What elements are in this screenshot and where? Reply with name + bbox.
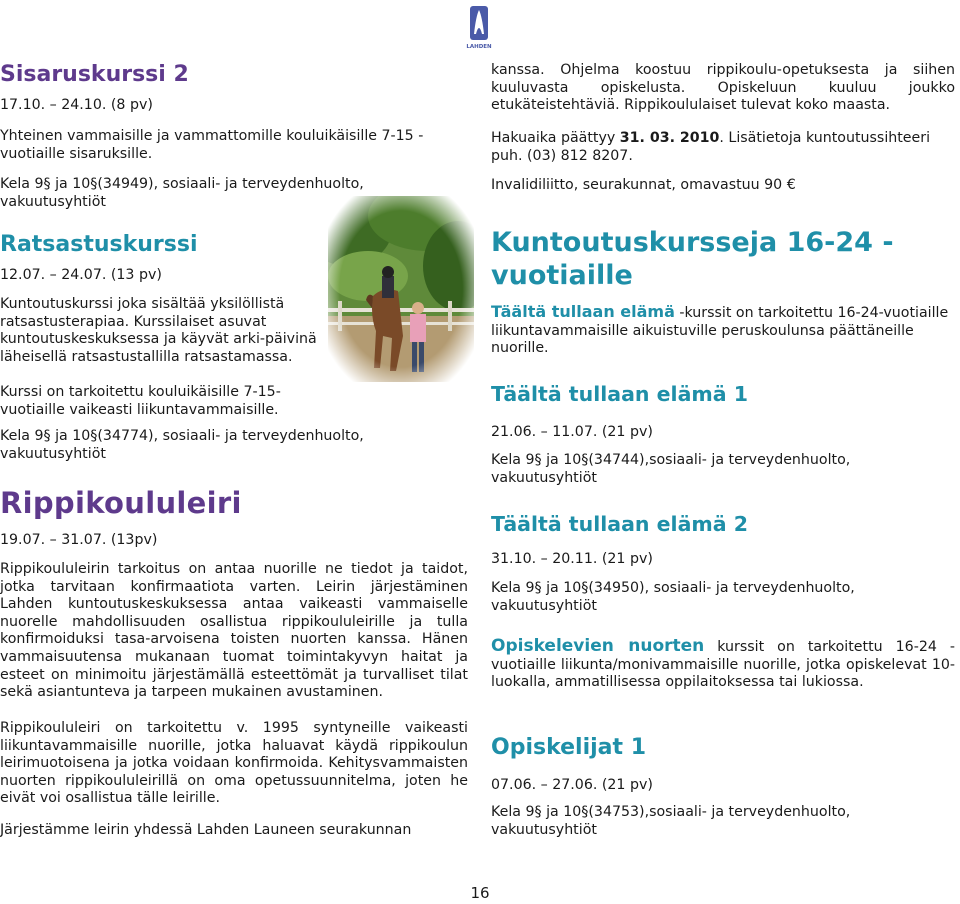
opiskelijat-title: Opiskelijat 1 <box>491 735 646 760</box>
lahden-logo-icon <box>466 4 492 50</box>
tte2-kela: Kela 9§ ja 10§(34950), sosiaali- ja terveydenhuolto, vakuutusyhtiöt <box>491 580 855 614</box>
logo-text: LAHDEN <box>466 44 492 50</box>
hakuaika-date: 31. 03. 2010 <box>619 130 720 146</box>
rippi-continuation: kanssa. Ohjelma koostuu rippikoulu-opetuksesta ja siihen kuuluvasta opiskelusta. Opiskeluun kuuluu joukko etukäteistehtäviä. Rippikoululaiset tulevat koko maasta. <box>491 62 955 114</box>
kuntoutus-title: Kuntoutuskursseja 16-24 -vuotiaille <box>491 227 894 291</box>
ratsastus-title: Ratsastuskurssi <box>0 232 198 257</box>
tte2-title: Täältä tullaan elämä 2 <box>491 512 749 536</box>
tte1-kela: Kela 9§ ja 10§(34744),sosiaali- ja terveydenhuolto, vakuutusyhtiöt <box>491 452 851 486</box>
opiskelevien-desc-text: kurssit on tarkoitettu 16-24 -vuotiaille liikunta/monivammaisille nuorille, jotka opiskelevat 10-luokalla, ammatillisessa oppilaitoksessa tai lukiossa. <box>491 639 955 691</box>
horse-riding-photo <box>328 196 474 382</box>
kuntoutus-lead: Täältä tullaan elämä <box>491 302 675 321</box>
ratsastus-dates: 12.07. – 24.07. (13 pv) <box>0 267 162 283</box>
rippi-dates: 19.07. – 31.07. (13pv) <box>0 532 158 548</box>
opiskelevien-desc <box>491 638 955 692</box>
sisaruskurssi-title: Sisaruskurssi 2 <box>0 62 189 87</box>
opiskelijat-kela: Kela 9§ ja 10§(34753),sosiaali- ja terveydenhuolto, vakuutusyhtiöt <box>491 804 851 838</box>
ratsastus-target: Kurssi on tarkoitettu kouluikäisille 7-15-vuotiaille vaikeasti liikuntavammaisille. <box>0 384 281 418</box>
sisaruskurssi-kela: Kela 9§ ja 10§(34949), sosiaali- ja terveydenhuolto, vakuutusyhtiöt <box>0 176 364 210</box>
opiskelevien-lead: Opiskelevien nuorten <box>491 636 705 656</box>
sisaruskurssi-desc: Yhteinen vammaisille ja vammattomille kouluikäisille 7-15 -vuotiaille sisaruksille. <box>0 128 424 162</box>
hakuaika-prefix: Hakuaika päättyy <box>491 130 620 146</box>
page-number: 16 <box>470 884 490 902</box>
opiskelijat-dates: 07.06. – 27.06. (21 pv) <box>491 777 653 793</box>
rippi-title: Rippikoululeiri <box>0 486 242 520</box>
ratsastus-kela: Kela 9§ ja 10§(34774), sosiaali- ja terveydenhuolto, vakuutusyhtiöt <box>0 428 364 462</box>
ratsastus-desc: Kuntoutuskurssi joka sisältää yksilöllistä ratsastusterapiaa. Kurssilaiset asuvat kuntoutuskeskuksessa ja käyvät arki-päivinä läheisellä ratsastustallilla ratsastamassa. <box>0 296 317 365</box>
invalidiliitto-text: Invalidiliitto, seurakunnat, omavastuu 90 € <box>491 177 796 193</box>
kuntoutus-desc <box>491 303 957 358</box>
tte2-dates: 31.10. – 20.11. (21 pv) <box>491 551 653 567</box>
sisaruskurssi-dates: 17.10. – 24.10. (8 pv) <box>0 97 153 113</box>
rippi-para3: Järjestämme leirin yhdessä Lahden Launeen seurakunnan <box>0 822 412 838</box>
tte1-dates: 21.06. – 11.07. (21 pv) <box>491 424 653 440</box>
hakuaika-text <box>491 130 957 165</box>
rippi-para1: Rippikoululeirin tarkoitus on antaa nuorille ne tiedot ja taidot, jotka tarvitaan konfirmaatiota varten. Leirin järjestäminen Lahden kuntoutuskeskuksessa antaa vaikeasti vammaiselle nuorelle mahdollisuuden osallistua rippikoululeirille ja tulla konfirmoiduksi tasa-arvoisena toisten nuorten kanssa. Hänen vammaisuutensa mukanaan tuomat toimintakyvyn haitat ja esteet on minimoitu järjestämällä esteettömät ja turvalliset tilat sekä asiantunteva ja tarpeen mukainen avustaminen. <box>0 561 468 701</box>
rippi-para2: Rippikoululeiri on tarkoitettu v. 1995 syntyneille vaikeasti liikuntavammaisille nuorille, jotka haluavat käydä rippikoulun leirimuotoisena ja jotka voidaan konfirmoida. Kehitysvammaisten nuorten rippikoululeirillä on oma opetussuunnitelma, joten he eivät voi osallistua tälle leirille. <box>0 720 468 807</box>
kuntoutus-desc-text: -kurssit on tarkoitettu 16-24-vuotiaille liikuntavammaisille aikuistuville peruskoulunsa päättäneille nuorille. <box>491 305 949 357</box>
tte1-title: Täältä tullaan elämä 1 <box>491 382 749 406</box>
hakuaika-suffix: . Lisätietoja kuntoutussihteeri puh. (03) 812 8207. <box>491 130 931 164</box>
